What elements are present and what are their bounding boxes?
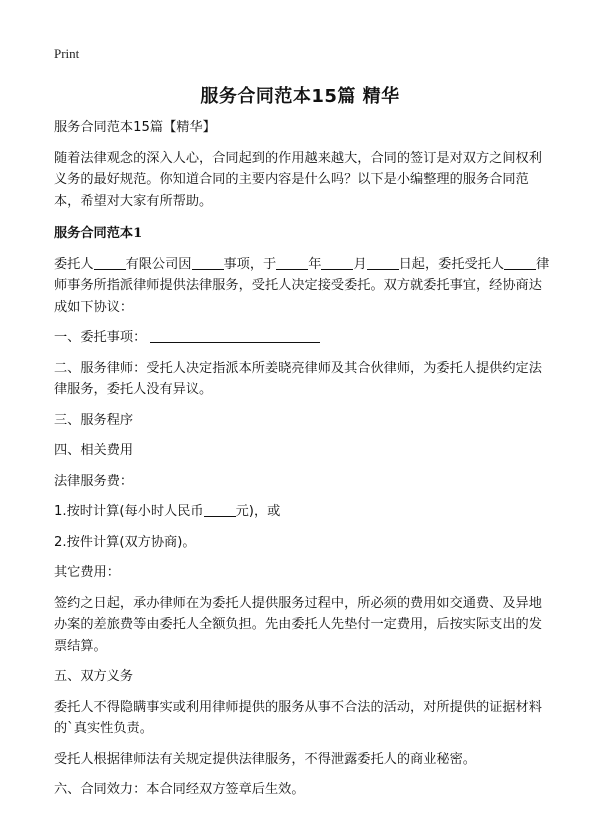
fee-option-per-case: 2.按件计算(双方协商)。 bbox=[54, 534, 196, 550]
clause-service-lawyer: 二、服务律师：受托人决定指派本所姜晓亮律师及其合伙律师，为委托人提供约定法律服务，委托人没有异议。 bbox=[54, 360, 542, 397]
clause-entrusted-matter bbox=[54, 327, 550, 349]
fee-option-text: 1.按时计算(每小时人民币 bbox=[54, 504, 204, 519]
blank-line bbox=[504, 255, 536, 270]
clause-service-procedure: 三、服务程序 bbox=[54, 412, 134, 428]
blank-line bbox=[321, 255, 353, 270]
clause-obligations: 五、双方义务 bbox=[54, 669, 134, 684]
other-fee-paragraph: 签约之日起，承办律师在为委托人提供服务过程中，所必须的费用如交通费、及异地办案的差旅费等由委托人全额负担。先由委托人先垫付一定费用，后按实际支出的发票结算。 bbox=[54, 595, 542, 654]
blank-line bbox=[276, 255, 308, 270]
parties-text-3: 事项，于 bbox=[223, 256, 277, 272]
clause-label: 一、委托事项： bbox=[54, 330, 147, 345]
parties-text-5: 月 bbox=[353, 256, 367, 272]
section-heading: 服务合同范本1 bbox=[54, 226, 143, 241]
clause-related-fees: 四、相关费用 bbox=[54, 443, 134, 458]
blank-line bbox=[150, 328, 320, 343]
document-body bbox=[54, 117, 550, 801]
obligation-client: 委托人不得隐瞒事实或利用律师提供的服务从事不合法的活动，对所提供的证据材料的`真实性负责。 bbox=[54, 699, 542, 736]
parties-paragraph bbox=[54, 254, 550, 319]
obligation-trustee: 受托人根据律师法有关规定提供法律服务，不得泄露委托人的商业秘密。 bbox=[54, 751, 476, 767]
blank-line bbox=[192, 255, 224, 270]
parties-text-4: 年 bbox=[308, 256, 322, 272]
print-label[interactable]: Print bbox=[54, 46, 80, 61]
other-fee-label: 其它费用： bbox=[54, 565, 120, 580]
blank-line bbox=[94, 255, 126, 270]
parties-text-7: 律师事务所指派律师提供法律服务，受托人决定接受委托。双方就委托事宜，经协商达成如下协议： bbox=[54, 256, 550, 315]
parties-text-1: 委托人 bbox=[54, 256, 94, 272]
parties-text-2: 有限公司因 bbox=[125, 256, 192, 272]
clause-contract-validity: 六、合同效力：本合同经双方签章后生效。 bbox=[54, 782, 305, 797]
blank-line bbox=[204, 502, 236, 517]
intro-paragraph: 随着法律观念的深入人心，合同起到的作用越来越大，合同的签订是对双方之间权利义务的最好规范。你知道合同的主要内容是什么吗？以下是小编整理的服务合同范本，希望对大家有所帮助。 bbox=[54, 150, 542, 209]
document-subtitle: 服务合同范本15篇【精华】 bbox=[54, 120, 216, 135]
fee-option-text: 元)，或 bbox=[235, 504, 281, 519]
fee-option-hourly bbox=[54, 501, 550, 523]
document-title: 服务合同范本15篇 精华 bbox=[200, 86, 400, 107]
fee-label: 法律服务费： bbox=[54, 473, 134, 489]
blank-line bbox=[367, 255, 399, 270]
parties-text-6: 日起，委托受托人 bbox=[398, 256, 505, 272]
